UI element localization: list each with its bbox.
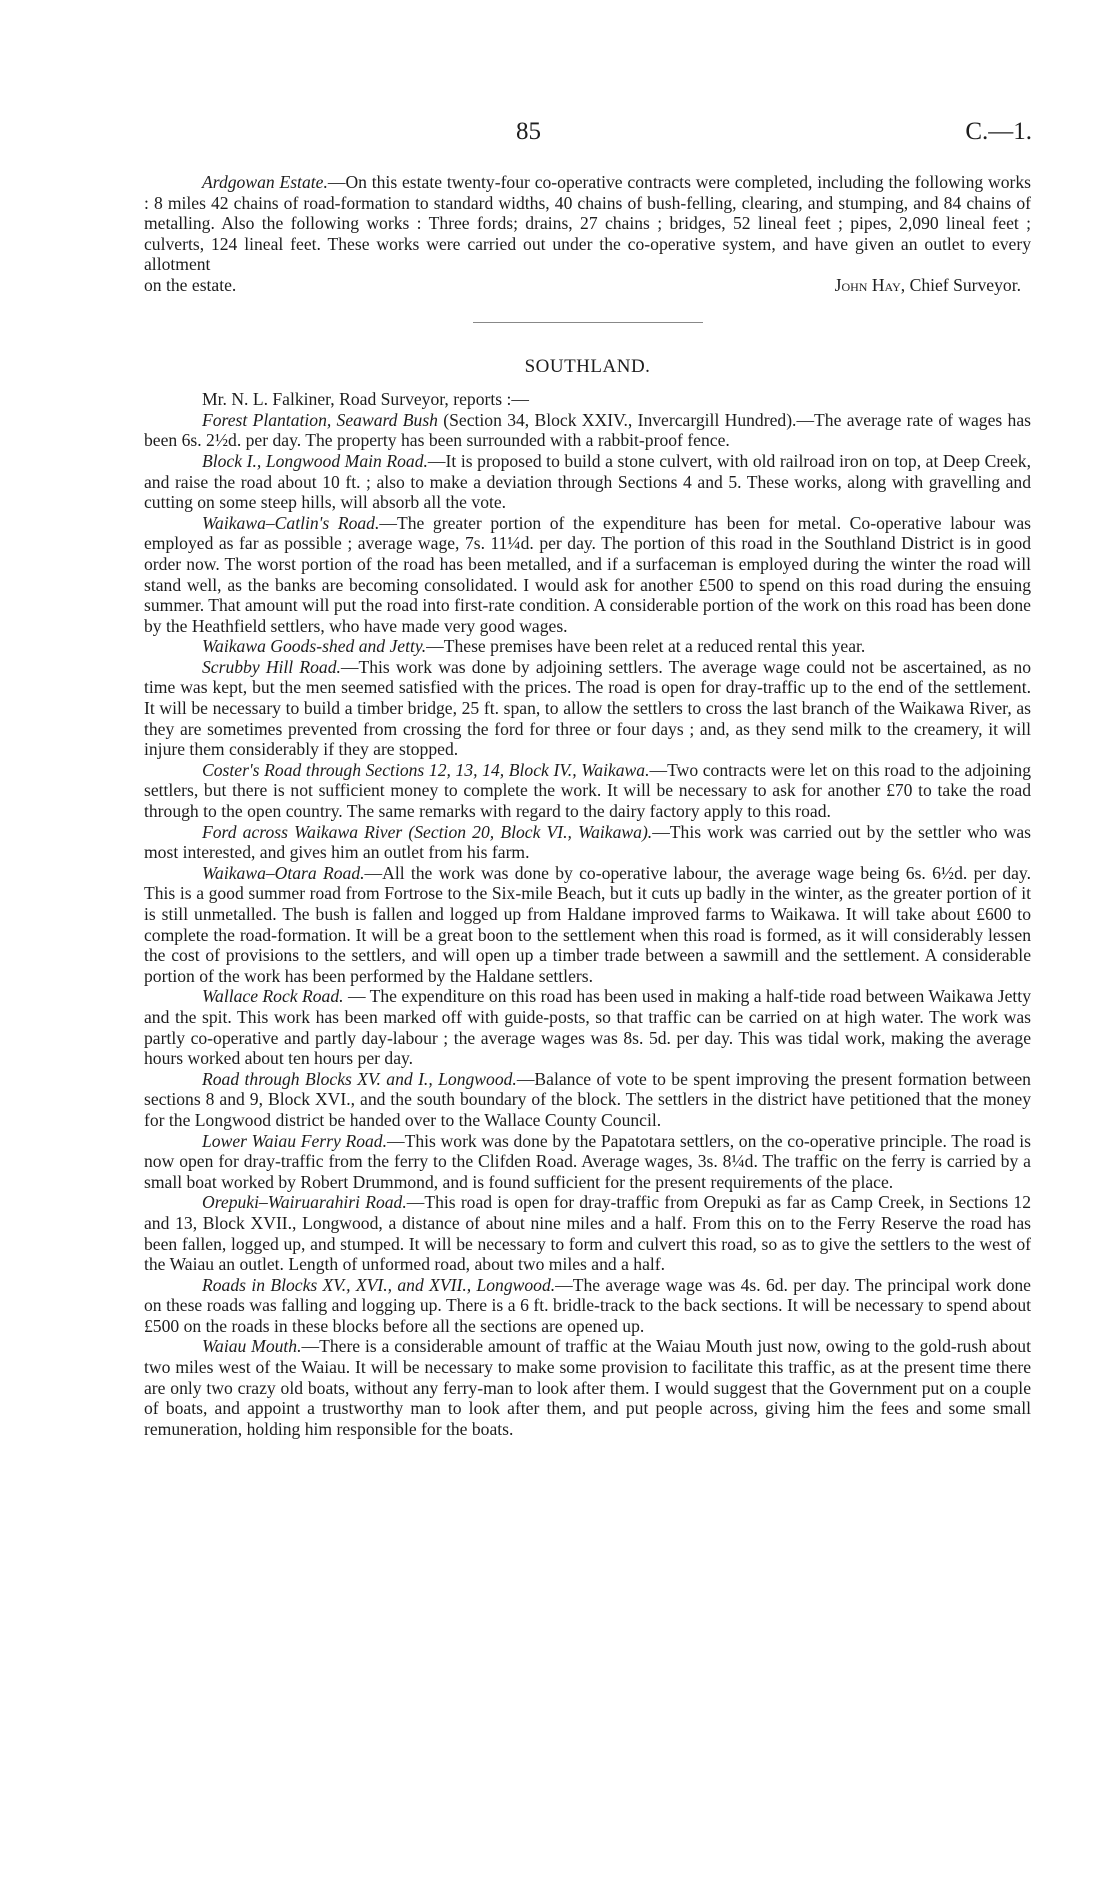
- paragraph-title: Lower Waiau Ferry Road.: [202, 1130, 387, 1151]
- report-paragraphs: [144, 410, 1031, 1440]
- paragraph-title: Ford across Waikawa River (Section 20, Block VI., Waikawa).: [202, 821, 653, 842]
- report-paragraph: [144, 1192, 1031, 1274]
- report-paragraph: [144, 986, 1031, 1068]
- page-number: 85: [516, 118, 541, 145]
- paragraph-title: Waikawa Goods-shed and Jetty.: [202, 636, 427, 657]
- paragraph-title: Roads in Blocks XV., XVI., and XVII., Longwood.: [202, 1274, 556, 1295]
- paragraph-title: Ardgowan Estate.: [202, 172, 328, 192]
- paragraph-title: Block I., Longwood Main Road.: [202, 450, 428, 471]
- paragraph-title: Scrubby Hill Road.: [202, 656, 341, 677]
- paragraph-text: —These premises have been relet at a reduced rental this year.: [426, 636, 866, 657]
- paragraph-title: Coster's Road through Sections 12, 13, 14, Block IV., Waikawa.: [202, 759, 650, 780]
- report-paragraph: [144, 636, 1031, 657]
- report-paragraph: [144, 863, 1031, 987]
- paragraph-text: —The greater portion of the expenditure has been for metal. Co-operative labour was employed as far as possible ; average wage, 7s. 11¼d. per day. The portion of this road in the Southland District is in good order now. The worst portion of the road has been metalled, and if a surfaceman is employed during the winter the road will stand well, as the banks are becoming consolidated. I would ask for another £500 to spend on this road during the ensuing summer. That amount will put the road into first-rate condition. A considerable portion of the work on this road has been done by the Heathfield settlers, who have made very good wages.: [144, 512, 1031, 636]
- page-header: [0, 118, 1114, 152]
- paragraph-text: —All the work was done by co-operative labour, the average wage being 6s. 6½d. per day. This is a good summer road from Fortrose to the Six-mile Beach, but it cuts up badly in the winter, as the greater portion of it is still unmetalled. The bush is fallen and logged up from Haldane improved farms to Waikawa. It will take about £600 to complete the road-formation. It will be a great boon to the settlement when this road is formed, as it will considerably lessen the cost of provisions to the settlers, and will open up a timber trade between a sawmill and the settlement. A considerable portion of the work has been performed by the Haldane settlers.: [144, 862, 1031, 986]
- paragraph-title: Waiau Mouth.: [202, 1336, 302, 1357]
- paragraph-title: Waikawa–Otara Road.: [202, 862, 365, 883]
- paragraph-text: —This road is open for dray-traffic from Orepuki as far as Camp Creek, in Sections 12 and 13, Block XVII., Longwood, a distance of about nine miles and a half. From this on to the Ferry Reserve the road has been fallen, logged up, and stumped. It will be necessary to form and culvert this road, so as to give the settlers to the west of the Waiau an outlet. Length of unformed road, about two miles and a half.: [144, 1192, 1031, 1275]
- paragraph-title: Wallace Rock Road.: [202, 986, 344, 1007]
- signature-title: , Chief Surveyor.: [900, 274, 1021, 295]
- paragraph-title: Orepuki–Wairuarahiri Road.: [202, 1192, 407, 1213]
- report-paragraph: [144, 760, 1031, 822]
- document-reference: C.—1.: [965, 118, 1032, 145]
- paragraph-last-line: on the estate.: [144, 274, 237, 295]
- paragraph-text: —This work was done by adjoining settlers. The average wage could not be ascertained, as no time was kept, but the men seemed satisfied with the prices. The road is open for dray-traffic up to the end of the settlement. It will be necessary to build a timber bridge, 25 ft. span, to allow the settlers to cross the last branch of the Waikawa River, as they are sometimes prevented from crossing the ford for three or four days ; and, as they send milk to the creamery, it will injure them considerably if they are stopped.: [144, 656, 1032, 760]
- report-paragraph: [144, 410, 1031, 451]
- report-paragraph: [144, 1275, 1031, 1337]
- paragraph-text: —It is proposed to build a stone culvert, with old railroad iron on top, at Deep Creek, and raise the road about 10 ft. ; also to make a deviation through Sections 4 and 5. These works, along with gravelling and cutting on some steep hills, will absorb all the vote.: [144, 450, 1031, 513]
- paragraph-text: —This work was done by the Papatotara settlers, on the co-operative principle. The road is now open for dray-traffic from the ferry to the Clifden Road. Average wages, 3s. 8¼d. The traffic on the ferry is carried by a small boat worked by Robert Drummond, and is found sufficient for the present requirements of the place.: [144, 1130, 1031, 1192]
- paragraph-text: —The average wage was 4s. 6d. per day. The principal work done on these roads was falling and logging up. There is a 6 ft. bridle-track to the back sections. It will be necessary to spend about £500 on the roads in these blocks before all the sections are opened up.: [144, 1274, 1031, 1336]
- signature: [835, 275, 1021, 296]
- report-paragraph: [144, 451, 1031, 513]
- paragraph-text: —This work was carried out by the settler who was most interested, and gives him an outlet from his farm.: [144, 821, 1031, 863]
- report-paragraph: [144, 513, 1031, 637]
- section-divider: [473, 322, 703, 323]
- paragraph-title: Forest Plantation, Seaward Bush: [202, 409, 438, 430]
- ardgowan-paragraph: [144, 172, 1031, 275]
- page-body: [144, 172, 1031, 1439]
- report-paragraph: [144, 822, 1031, 863]
- paragraph-text: —Balance of vote to be spent improving the present formation between sections 8 and 9, Block XVI., and the south boundary of the block. The settlers in the district have petitioned that the money for the Longwood district be handed over to the Wallace County Council.: [144, 1068, 1031, 1130]
- report-paragraph: [144, 657, 1031, 760]
- report-paragraph: [144, 1336, 1031, 1439]
- paragraph-title: Road through Blocks XV. and I., Longwood.: [202, 1068, 517, 1089]
- report-paragraph: [144, 1131, 1031, 1193]
- paragraph-text: —Two contracts were let on this road to the adjoining settlers, but there is not sufficient money to complete the work. It will be necessary to ask for another £70 to take the road through to the open country. The same remarks with regard to the dairy factory apply to this road.: [144, 759, 1031, 822]
- reporter-line: Mr. N. L. Falkiner, Road Surveyor, reports :—: [202, 389, 529, 410]
- paragraph-text: —There is a considerable amount of traffic at the Waiau Mouth just now, owing to the gold-rush about two miles west of the Waiau. It will be necessary to make some provision to facilitate this traffic, as at the present time there are only two crazy old boats, without any ferry-man to look after them. I would suggest that the Government put on a couple of boats, and appoint a trustworthy man to look after them, and put people across, giving him the fees and some small remuneration, holding him responsible for the boats.: [144, 1336, 1031, 1439]
- paragraph-text: — The expenditure on this road has been used in making a half-tide road between Waikawa Jetty and the spit. This work has been marked off with guide-posts, so that traffic can be carried on at high water. The work was partly co-operative and partly day-labour ; the average wages was 8s. 5d. per day. This was tidal work, making the average hours worked about ten hours per day.: [144, 986, 1031, 1069]
- signature-line: [144, 275, 1031, 296]
- paragraph-title: Waikawa–Catlin's Road.: [202, 512, 380, 533]
- report-paragraph: [144, 1069, 1031, 1131]
- section-title: SOUTHLAND.: [524, 355, 651, 377]
- paragraph-text: —On this estate twenty-four co-operative contracts were completed, including the following works : 8 miles 42 chains of road-formation to standard widths, 40 chains of bush-felling, clearing, and stumping, and 84 chains of metalling. Also the following works : Three fords; drains, 27 chains ; bridges, 52 lineal feet ; pipes, 2,090 lineal feet ; culverts, 124 lineal feet. These works were carried out under the co-operative system, and have given an outlet to every allotment: [144, 172, 1031, 275]
- signature-name: John Hay: [834, 274, 901, 295]
- paragraph-text: (Section 34, Block XXIV., Invercargill Hundred).—The average rate of wages has been 6s. 2½d. per day. The property has been surrounded with a rabbit-proof fence.: [144, 409, 1031, 451]
